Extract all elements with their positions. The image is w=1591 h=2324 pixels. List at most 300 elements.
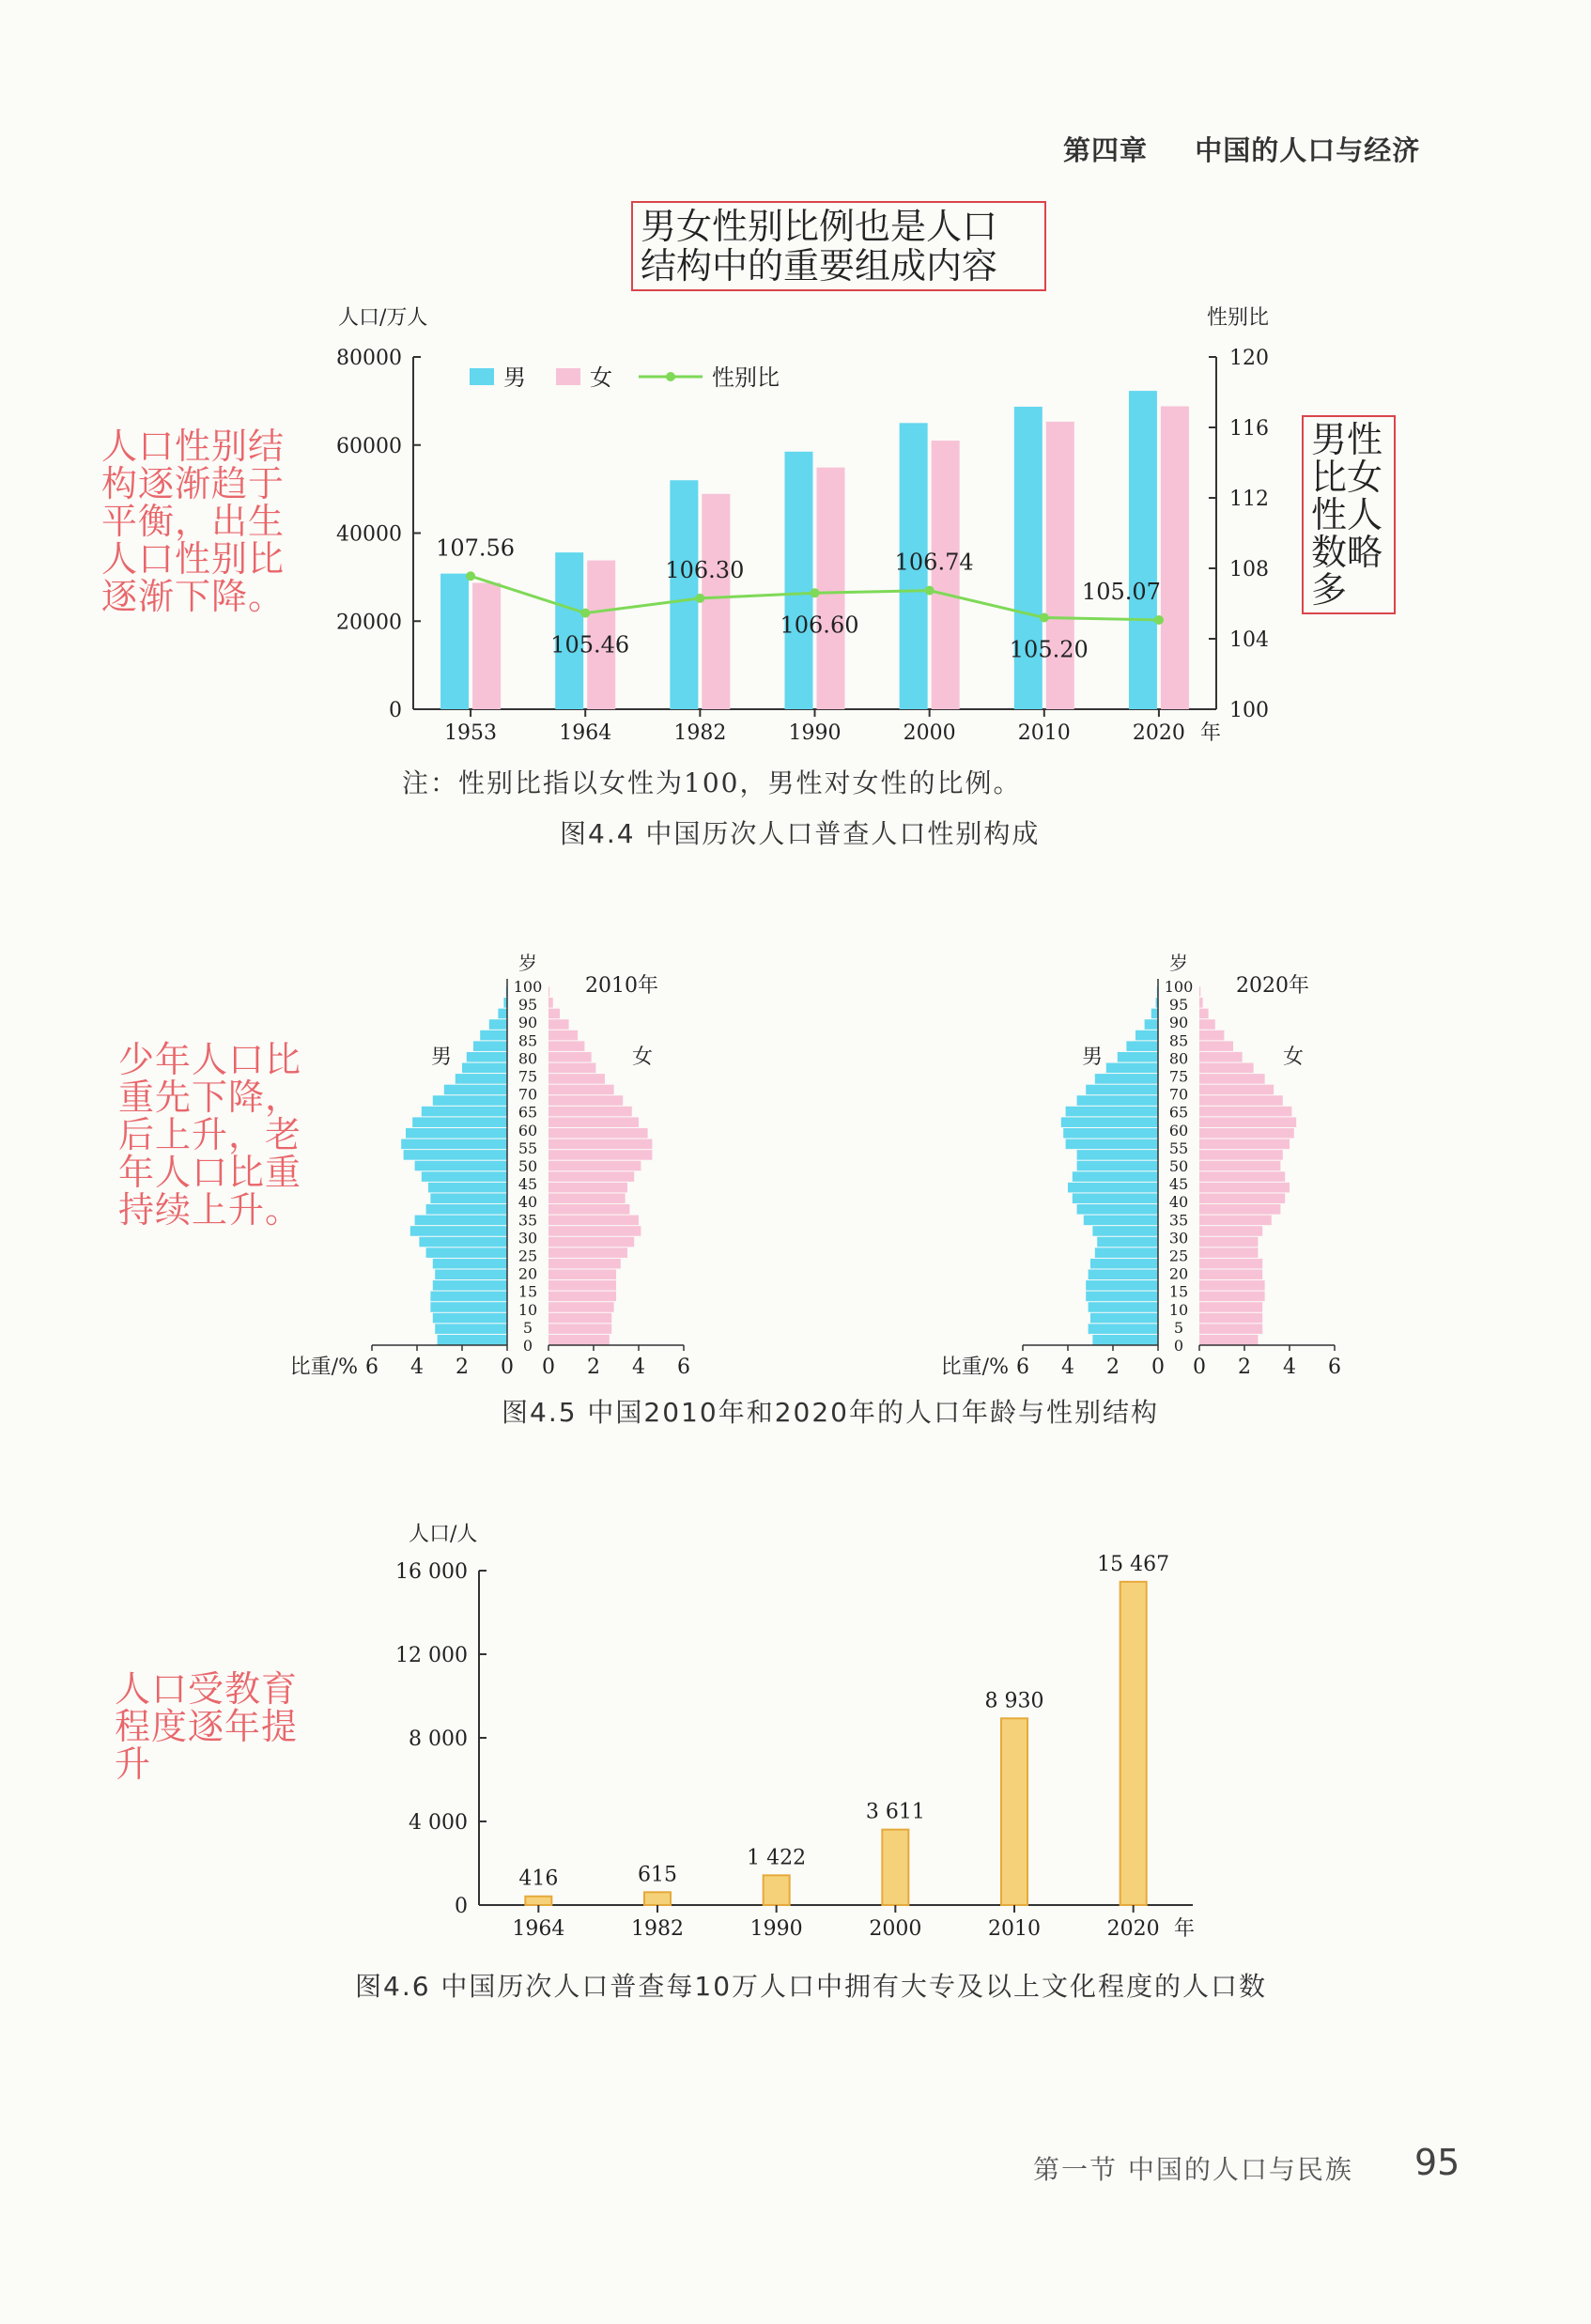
age-axis-unit: 岁 <box>518 952 537 974</box>
female-age-bar <box>548 1237 634 1247</box>
x-tick-label: 2020 <box>1132 721 1185 745</box>
sex-ratio-point <box>695 594 704 603</box>
age-tick-label: 10 <box>517 1300 538 1319</box>
male-age-bar <box>422 1171 507 1182</box>
note-line: 平衡，出生 <box>101 501 286 542</box>
female-age-bar <box>548 1074 605 1084</box>
x-tick-label: 0 <box>1151 1356 1165 1379</box>
sex-ratio-annotation-box <box>631 201 1046 291</box>
female-age-bar <box>1199 1052 1243 1062</box>
age-tick-label: 50 <box>1168 1157 1189 1175</box>
footer-section: 第一节 中国的人口与民族 <box>1033 2154 1353 2185</box>
note-line: 重先下降， <box>118 1077 302 1118</box>
pyramid-year-label: 2020年 <box>1236 974 1309 998</box>
male-bar <box>555 552 583 709</box>
female-age-bar <box>548 1041 584 1051</box>
male-age-bar <box>1089 1269 1158 1279</box>
x-tick-label: 6 <box>1328 1356 1341 1379</box>
age-tick-label: 55 <box>517 1139 538 1157</box>
y-tick-label: 12 000 <box>395 1644 468 1667</box>
female-age-bar <box>1199 1150 1283 1160</box>
age-tick-label: 35 <box>517 1211 538 1230</box>
male-age-bar <box>1068 1183 1158 1193</box>
female-age-bar <box>548 1193 626 1203</box>
age-tick-label: 5 <box>1173 1318 1184 1337</box>
age-tick-label: 45 <box>1168 1175 1189 1194</box>
female-age-bar <box>1199 1117 1296 1127</box>
female-age-bar <box>1199 1335 1258 1345</box>
age-tick-label: 30 <box>517 1229 538 1247</box>
y-tick-label: 80000 <box>336 347 402 370</box>
age-tick-label: 90 <box>1168 1014 1189 1032</box>
x-tick-label: 0 <box>1193 1356 1206 1379</box>
sex-ratio-label: 106.30 <box>665 556 745 583</box>
age-tick-label: 35 <box>1168 1211 1189 1230</box>
legend-male-label: 男 <box>503 364 526 391</box>
male-age-bar <box>498 1009 507 1019</box>
female-bar <box>1161 407 1189 710</box>
education-bar <box>644 1892 671 1905</box>
note-line: 少年人口比 <box>118 1039 302 1080</box>
age-tick-label: 100 <box>513 978 543 996</box>
age-tick-label: 80 <box>1168 1049 1189 1068</box>
male-age-bar <box>430 1292 507 1302</box>
age-axis-unit: 岁 <box>1169 952 1188 974</box>
female-age-bar <box>548 1030 578 1041</box>
x-tick-label: 2010 <box>1017 721 1071 745</box>
female-age-bar <box>548 1019 569 1030</box>
sex-ratio-label: 106.60 <box>780 612 859 639</box>
male-age-bar <box>422 1107 507 1117</box>
male-age-bar <box>1095 1247 1158 1258</box>
education-bar <box>764 1875 790 1905</box>
male-age-bar <box>401 1139 507 1150</box>
female-age-bar <box>548 1161 641 1171</box>
male-age-bar <box>1095 1074 1158 1084</box>
x-tick-label: 6 <box>365 1356 378 1379</box>
fig44-note: 注：性别比指以女性为100，男性对女性的比例。 <box>402 767 1022 798</box>
female-age-bar <box>548 1171 634 1182</box>
female-bar <box>472 582 501 709</box>
female-age-bar <box>1199 1269 1262 1279</box>
female-age-bar <box>548 1063 595 1074</box>
y-tick-label: 4 000 <box>409 1811 468 1835</box>
male-age-bar <box>1077 1204 1158 1215</box>
female-age-bar <box>1199 1292 1265 1302</box>
male-age-bar <box>404 1150 507 1160</box>
female-bar <box>817 468 845 709</box>
male-bar <box>1014 407 1043 709</box>
sex-ratio-label: 106.74 <box>894 549 974 576</box>
female-age-bar <box>1199 1183 1290 1193</box>
age-tick-label: 85 <box>1168 1031 1189 1050</box>
x-tick-label: 4 <box>632 1356 645 1379</box>
female-age-bar <box>548 1302 614 1312</box>
age-tick-label: 10 <box>1168 1300 1189 1319</box>
male-age-bar <box>467 1052 507 1062</box>
x-tick-label: 1964 <box>512 1917 565 1941</box>
note-line: 人口受教育 <box>115 1668 299 1710</box>
female-age-bar <box>548 1052 592 1062</box>
x-tick-label: 2 <box>1106 1356 1120 1379</box>
education-chart <box>385 1512 1230 1963</box>
sex-ratio-label: 105.46 <box>550 631 630 658</box>
age-tick-label: 15 <box>1168 1282 1189 1301</box>
education-bar <box>525 1897 551 1905</box>
female-age-bar <box>1199 1085 1274 1095</box>
education-value-label: 15 467 <box>1097 1552 1170 1576</box>
female-age-bar <box>548 1259 621 1269</box>
age-tick-label: 45 <box>517 1175 538 1194</box>
female-age-bar <box>548 1183 627 1193</box>
male-age-bar <box>435 1269 507 1279</box>
male-age-bar <box>480 1030 507 1041</box>
sex-ratio-point <box>1040 613 1049 623</box>
note-sex-ratio <box>101 427 285 615</box>
age-tick-label: 70 <box>1168 1085 1189 1104</box>
age-tick-label: 100 <box>1164 978 1194 996</box>
male-age-bar <box>1126 1041 1158 1051</box>
female-age-bar <box>548 998 553 1008</box>
x-tick-label: 1964 <box>559 721 612 745</box>
y-tick-label-right: 100 <box>1229 699 1269 722</box>
page-footer <box>1033 2149 1353 2187</box>
female-age-bar <box>548 1247 627 1258</box>
x-tick-label: 6 <box>677 1356 690 1379</box>
legend-ratio-marker <box>666 372 675 381</box>
male-more-annotation-box <box>1302 415 1396 614</box>
fig44-caption: 图4.4 中国历次人口普查人口性别构成 <box>560 818 1041 849</box>
y-tick-label: 16 000 <box>395 1560 468 1584</box>
male-age-bar <box>430 1302 507 1312</box>
annotation-line: 男性 <box>1311 419 1383 460</box>
male-age-bar <box>1151 1009 1158 1019</box>
age-tick-label: 40 <box>517 1193 538 1212</box>
female-age-bar <box>548 1269 616 1279</box>
note-line: 逐渐下降。 <box>101 576 286 617</box>
female-age-bar <box>548 1095 623 1106</box>
sex-ratio-point <box>925 586 935 596</box>
male-age-bar <box>1089 1302 1158 1312</box>
x-tick-label: 4 <box>1061 1356 1074 1379</box>
legend-male-swatch <box>470 368 494 385</box>
x-axis-unit: 年 <box>1200 721 1222 745</box>
male-label: 男 <box>430 1046 453 1069</box>
male-age-bar <box>433 1313 507 1324</box>
sex-ratio-label: 107.56 <box>436 535 516 562</box>
male-age-bar <box>412 1117 507 1127</box>
female-age-bar <box>1199 1280 1265 1291</box>
male-age-bar <box>438 1335 507 1345</box>
x-tick-label: 4 <box>410 1356 424 1379</box>
female-age-bar <box>1199 1074 1265 1084</box>
education-bar <box>882 1830 908 1905</box>
male-age-bar <box>410 1226 507 1236</box>
age-tick-label: 85 <box>517 1031 538 1050</box>
y-tick-label: 0 <box>389 699 402 722</box>
age-tick-label: 25 <box>1168 1247 1189 1265</box>
annotation-line: 男女性别比例也是人口 <box>641 206 998 247</box>
age-tick-label: 60 <box>1168 1121 1189 1139</box>
annotation-line: 性人 <box>1311 494 1383 535</box>
male-age-bar <box>415 1161 507 1171</box>
male-age-bar <box>1073 1171 1158 1182</box>
female-age-bar <box>1199 1216 1272 1226</box>
education-bar <box>1001 1718 1027 1905</box>
male-age-bar <box>1086 1292 1158 1302</box>
x-tick-label: 2020 <box>1106 1917 1160 1941</box>
female-age-bar <box>548 1216 639 1226</box>
y-tick-label: 60000 <box>336 434 402 458</box>
male-age-bar <box>433 1095 507 1106</box>
female-age-bar <box>548 1009 560 1019</box>
male-bar <box>785 452 813 709</box>
age-pyramid-chart <box>272 939 1362 1381</box>
sex-ratio-point <box>466 571 475 581</box>
note-education <box>115 1670 298 1783</box>
female-age-bar <box>1199 1030 1224 1041</box>
age-tick-label: 70 <box>517 1085 538 1104</box>
female-age-bar <box>548 1128 648 1139</box>
note-line: 年人口比重 <box>118 1152 302 1193</box>
male-age-bar <box>1077 1095 1158 1106</box>
female-age-bar <box>1199 1324 1262 1334</box>
x-tick-label: 0 <box>501 1356 514 1379</box>
male-age-bar <box>1145 1019 1158 1030</box>
x-tick-label: 1990 <box>749 1917 803 1941</box>
male-age-bar <box>1118 1052 1158 1062</box>
x-tick-label: 6 <box>1016 1356 1029 1379</box>
age-tick-label: 55 <box>1168 1139 1189 1157</box>
annotation-line: 多 <box>1311 569 1348 611</box>
annotation-line: 数略 <box>1311 532 1383 573</box>
female-age-bar <box>1199 1204 1280 1215</box>
female-age-bar <box>548 1107 632 1117</box>
female-age-bar <box>548 987 549 998</box>
education-value-label: 1 422 <box>747 1846 807 1870</box>
age-tick-label: 75 <box>1168 1067 1189 1086</box>
male-age-bar <box>433 1280 507 1291</box>
legend-ratio-label: 性别比 <box>712 364 780 391</box>
male-age-bar <box>1135 1030 1158 1041</box>
female-age-bar <box>1199 1193 1285 1203</box>
female-age-bar <box>548 1292 616 1302</box>
male-age-bar <box>1084 1216 1158 1226</box>
male-age-bar <box>1092 1335 1158 1345</box>
age-tick-label: 60 <box>517 1121 538 1139</box>
age-tick-label: 95 <box>1168 996 1189 1015</box>
x-tick-label: 1982 <box>673 721 727 745</box>
male-age-bar <box>1063 1128 1158 1139</box>
male-age-bar <box>428 1183 507 1193</box>
female-age-bar <box>1199 1107 1291 1117</box>
age-tick-label: 50 <box>517 1157 538 1175</box>
note-line: 人口性别比 <box>101 538 286 580</box>
note-line: 后上升，老 <box>118 1114 302 1155</box>
y-tick-label: 0 <box>455 1895 468 1918</box>
male-age-bar <box>1066 1107 1158 1117</box>
female-age-bar <box>1199 1313 1262 1324</box>
age-tick-label: 0 <box>522 1337 533 1355</box>
age-tick-label: 0 <box>1173 1337 1184 1355</box>
page-header <box>1063 130 1420 168</box>
y-tick-label-right: 116 <box>1229 417 1269 441</box>
fig46-caption: 图4.6 中国历次人口普查每10万人口中拥有大专及以上文化程度的人口数 <box>355 1971 1268 2002</box>
note-line: 构逐渐趋于 <box>101 463 286 504</box>
female-age-bar <box>1199 1259 1262 1269</box>
female-label: 女 <box>631 1046 654 1069</box>
female-bar <box>702 494 730 709</box>
female-age-bar <box>1199 1019 1215 1030</box>
female-age-bar <box>548 1324 611 1334</box>
male-age-bar <box>1090 1313 1158 1324</box>
female-age-bar <box>548 1204 629 1215</box>
chapter-title: 中国的人口与经济 <box>1195 134 1421 166</box>
male-age-bar <box>406 1128 507 1139</box>
male-age-bar <box>462 1063 507 1074</box>
sex-ratio-point <box>811 588 820 597</box>
male-age-bar <box>1090 1259 1158 1269</box>
x-tick-label: 4 <box>1283 1356 1296 1379</box>
chapter-number: 第四章 <box>1063 134 1149 166</box>
note-line: 人口性别结 <box>101 426 286 467</box>
female-age-bar <box>1199 1095 1283 1106</box>
sex-ratio-point <box>580 609 590 618</box>
female-age-bar <box>1199 1041 1233 1051</box>
annotation-line: 比女 <box>1311 457 1383 498</box>
age-tick-label: 90 <box>517 1014 538 1032</box>
female-age-bar <box>1199 1139 1290 1150</box>
male-age-bar <box>1077 1161 1158 1171</box>
x-tick-label: 2 <box>456 1356 469 1379</box>
male-age-bar <box>1097 1237 1158 1247</box>
x-axis-label: 比重/% <box>289 1356 358 1379</box>
x-axis-unit: 年 <box>1174 1917 1196 1941</box>
male-age-bar <box>433 1259 507 1269</box>
sex-ratio-point <box>1154 615 1164 625</box>
female-age-bar <box>548 1335 610 1345</box>
age-tick-label: 5 <box>522 1318 533 1337</box>
female-age-bar <box>548 1226 641 1236</box>
male-age-bar <box>1106 1063 1158 1074</box>
x-tick-label: 0 <box>542 1356 555 1379</box>
education-bar <box>1120 1582 1147 1905</box>
female-bar <box>1046 422 1074 709</box>
y-tick-label-right: 120 <box>1229 347 1269 370</box>
y-axis-label: 人口/人 <box>409 1523 478 1546</box>
note-line: 程度逐年提 <box>115 1706 299 1747</box>
page-number: 95 <box>1414 2142 1460 2183</box>
female-age-bar <box>1199 1161 1280 1171</box>
male-age-bar <box>426 1204 507 1215</box>
legend-female-label: 女 <box>590 364 612 391</box>
x-tick-label: 1982 <box>631 1917 684 1941</box>
y-tick-label: 8 000 <box>409 1728 468 1751</box>
female-age-bar <box>1199 1237 1258 1247</box>
y-tick-label-right: 112 <box>1229 488 1269 511</box>
age-tick-label: 95 <box>517 996 538 1015</box>
female-age-bar <box>1199 1063 1254 1074</box>
age-tick-label: 40 <box>1168 1193 1189 1212</box>
male-age-bar <box>1077 1150 1158 1160</box>
legend-female-swatch <box>556 368 580 385</box>
education-value-label: 416 <box>518 1867 559 1891</box>
x-tick-label: 2 <box>1238 1356 1251 1379</box>
male-age-bar <box>419 1237 507 1247</box>
note-line: 持续上升。 <box>118 1189 302 1231</box>
male-age-bar <box>1073 1193 1158 1203</box>
pyramid-year-label: 2010年 <box>585 974 658 998</box>
male-age-bar <box>435 1324 507 1334</box>
male-age-bar <box>1092 1226 1158 1236</box>
male-age-bar <box>1086 1280 1158 1291</box>
age-tick-label: 25 <box>517 1247 538 1265</box>
x-tick-label: 2 <box>587 1356 600 1379</box>
female-age-bar <box>548 1313 611 1324</box>
male-bar <box>440 574 469 709</box>
x-tick-label: 1990 <box>788 721 842 745</box>
age-tick-label: 20 <box>517 1264 538 1283</box>
female-age-bar <box>1199 1226 1262 1236</box>
female-age-bar <box>1199 987 1200 998</box>
age-tick-label: 75 <box>517 1067 538 1086</box>
x-tick-label: 2000 <box>903 721 956 745</box>
age-tick-label: 65 <box>1168 1103 1189 1122</box>
female-age-bar <box>548 1280 616 1291</box>
y-axis-label-right: 性别比 <box>1207 306 1270 330</box>
male-age-bar <box>473 1041 507 1051</box>
annotation-line: 结构中的重要组成内容 <box>641 245 998 287</box>
education-value-label: 615 <box>638 1863 677 1887</box>
age-tick-label: 20 <box>1168 1264 1189 1283</box>
x-axis-label: 比重/% <box>940 1356 1009 1379</box>
y-tick-label-right: 104 <box>1229 628 1269 652</box>
age-tick-label: 80 <box>517 1049 538 1068</box>
female-age-bar <box>1199 1009 1209 1019</box>
x-tick-label: 2010 <box>988 1917 1041 1941</box>
y-axis-label: 人口/万人 <box>338 306 428 330</box>
age-tick-label: 65 <box>517 1103 538 1122</box>
male-bar <box>1129 391 1157 709</box>
female-age-bar <box>1199 998 1203 1008</box>
male-age-bar <box>1089 1324 1158 1334</box>
female-age-bar <box>1199 1247 1258 1258</box>
age-tick-label: 15 <box>517 1282 538 1301</box>
female-age-bar <box>548 1085 614 1095</box>
male-label: 男 <box>1081 1046 1104 1069</box>
y-tick-label: 20000 <box>336 611 402 635</box>
male-age-bar <box>489 1019 507 1030</box>
age-tick-label: 30 <box>1168 1229 1189 1247</box>
y-tick-label: 40000 <box>336 522 402 547</box>
female-age-bar <box>1199 1128 1294 1139</box>
female-age-bar <box>548 1150 652 1160</box>
y-tick-label-right: 108 <box>1229 558 1269 581</box>
male-age-bar <box>415 1216 507 1226</box>
female-label: 女 <box>1282 1046 1305 1069</box>
male-age-bar <box>1061 1117 1158 1127</box>
male-age-bar <box>1086 1085 1158 1095</box>
x-tick-label: 1953 <box>444 721 498 745</box>
male-age-bar <box>456 1074 507 1084</box>
male-age-bar <box>444 1085 507 1095</box>
sex-composition-chart <box>319 291 1287 751</box>
male-age-bar <box>426 1247 507 1258</box>
male-age-bar <box>1066 1139 1158 1150</box>
male-age-bar <box>430 1193 507 1203</box>
education-value-label: 8 930 <box>984 1689 1044 1713</box>
education-value-label: 3 611 <box>865 1800 925 1824</box>
